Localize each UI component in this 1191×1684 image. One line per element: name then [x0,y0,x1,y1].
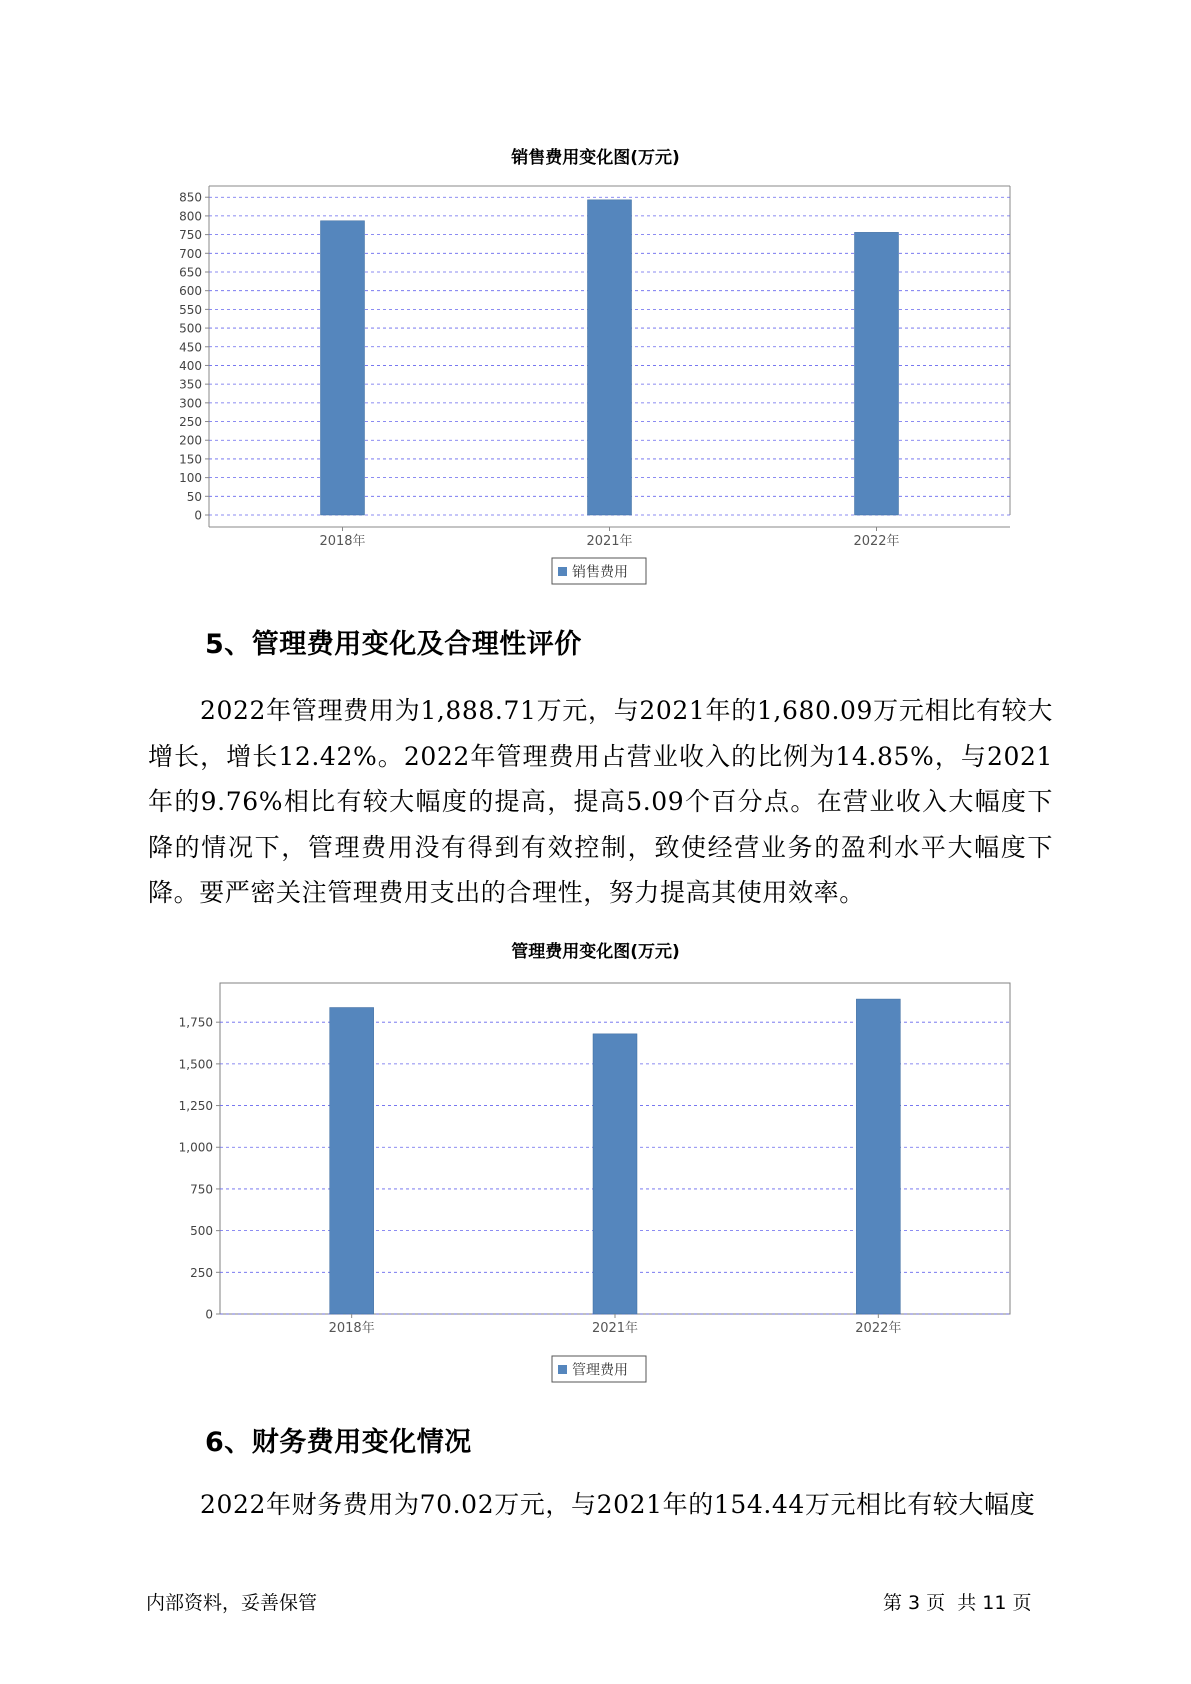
y-tick-label: 0 [205,1307,213,1322]
footer-page-number: 第 3 页 共 11 页 [883,1592,1032,1614]
bar-2022年 [856,999,900,1314]
y-tick-label: 1,000 [178,1140,213,1155]
y-tick-label: 150 [179,452,202,467]
y-tick-label: 700 [179,246,202,261]
y-tick-label: 800 [179,209,202,224]
legend-label: 管理费用 [572,1362,628,1379]
y-tick-label: 400 [179,358,202,373]
x-tick-label: 2021年 [591,1321,639,1336]
x-tick-label: 2022年 [855,1321,902,1336]
section5-paragraph: 2022年管理费用为1,888.71万元，与2021年的1,680.09万元相比有较大增长，增长12.42%。2022年管理费用占营业收入的比例为14.85%，与2021年的9.76%相比有较大幅度的提高，提高5.09个百分点。在营业收入大幅度下降的情况下，管理费用没有得到有效控制，致使经营业务的盈利水平大幅度下降。要严密关注管理费用支出的合理性，努力提高其使用效率。 [148,696,1053,907]
y-tick-label: 300 [179,396,202,411]
x-tick-label: 2022年 [853,534,900,549]
y-tick-label: 500 [179,321,202,336]
y-tick-label: 750 [179,228,202,243]
x-tick-label: 2021年 [586,534,633,549]
x-tick-label: 2018年 [319,534,366,549]
y-tick-label: 1,250 [178,1099,213,1114]
chart1-title: 销售费用变化图(万元) [511,148,680,168]
bar-2018年 [330,1008,374,1314]
legend-label: 销售费用 [572,564,628,581]
chart2-title: 管理费用变化图(万元) [511,942,680,962]
x-tick-label: 2018年 [328,1321,375,1336]
y-tick-label: 250 [179,415,202,430]
y-tick-label: 250 [190,1265,213,1280]
footer-confidential-note: 内部资料，妥善保管 [146,1592,318,1614]
y-tick-label: 1,500 [178,1057,213,1072]
y-tick-label: 550 [179,302,202,317]
y-tick-label: 450 [179,340,202,355]
y-tick-label: 0 [194,508,202,523]
bar-2021年 [593,1034,637,1314]
y-tick-label: 350 [179,377,202,392]
y-tick-label: 850 [179,190,202,205]
y-tick-label: 1,750 [178,1015,213,1030]
y-tick-label: 100 [179,471,202,486]
y-tick-label: 750 [190,1182,213,1197]
y-tick-label: 500 [190,1224,213,1239]
section6-heading: 6、财务费用变化情况 [205,1427,472,1458]
y-tick-label: 50 [186,489,202,504]
section5-heading: 5、管理费用变化及合理性评价 [205,629,582,660]
y-tick-label: 600 [179,284,202,299]
y-tick-label: 200 [179,433,202,448]
y-tick-label: 650 [179,265,202,280]
legend-swatch [558,1365,567,1374]
section6-paragraph: 2022年财务费用为70.02万元，与2021年的154.44万元相比有较大幅度 [200,1490,1036,1519]
